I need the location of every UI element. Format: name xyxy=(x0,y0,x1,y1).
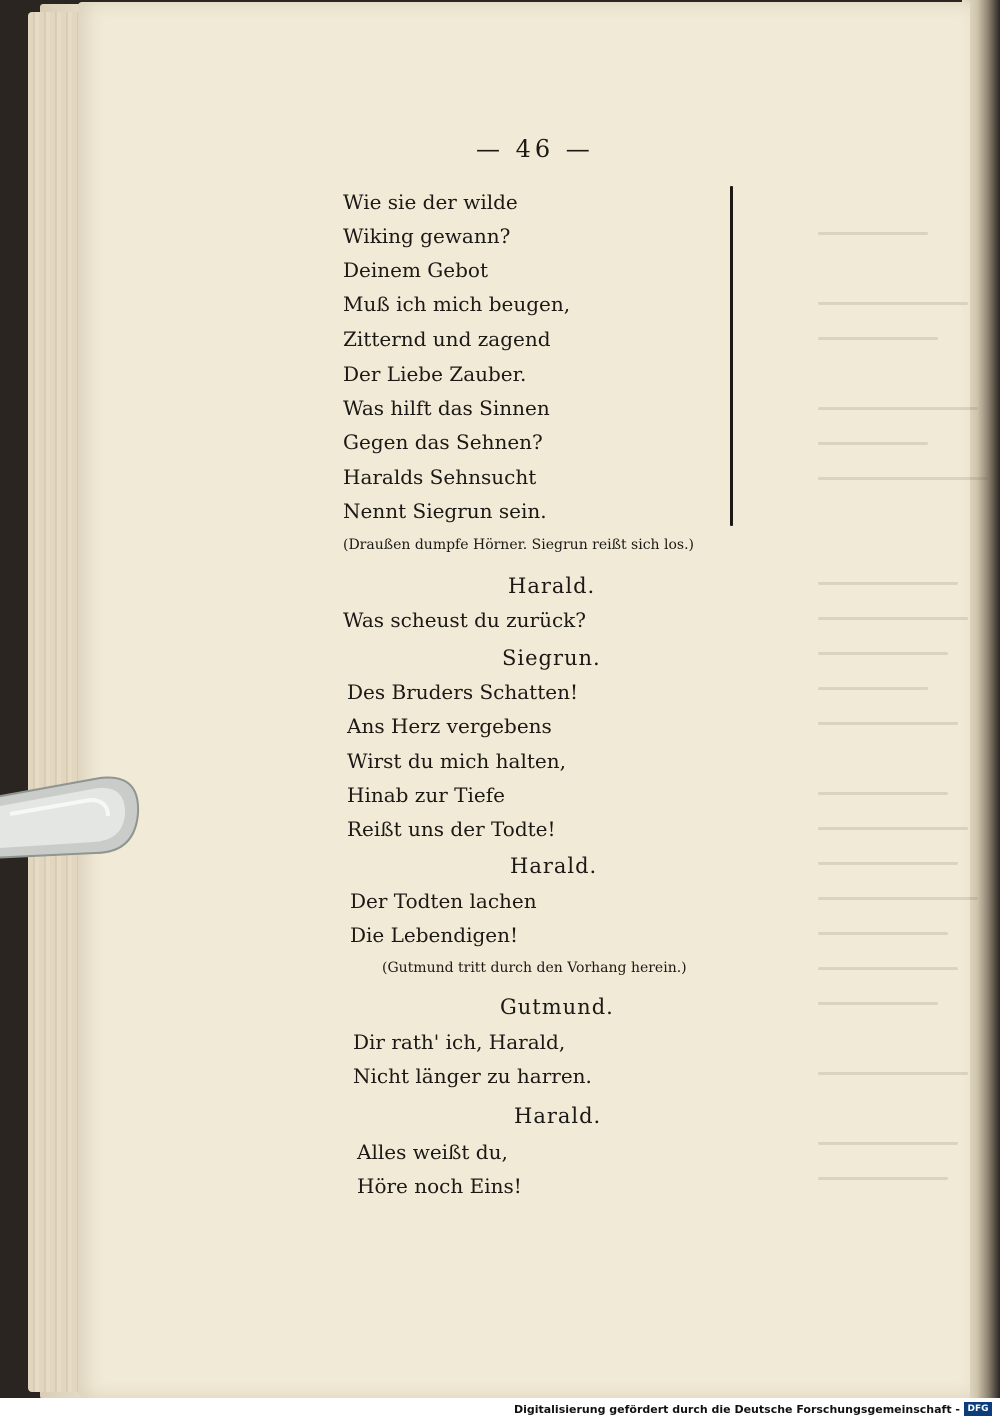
speaker-name: Harald. xyxy=(514,1104,602,1128)
verse-line: Der Liebe Zauber. xyxy=(343,362,527,386)
verse-line: Was hilft das Sinnen xyxy=(343,396,550,420)
verse-line: Die Lebendigen! xyxy=(350,923,519,947)
verse-line: Nicht länger zu harren. xyxy=(353,1064,592,1088)
verse-line: Deinem Gebot xyxy=(343,258,488,282)
speaker-name: Harald. xyxy=(510,854,598,878)
verse-line: Nennt Siegrun sein. xyxy=(343,499,547,523)
verse-line: Der Todten lachen xyxy=(350,889,537,913)
dfg-logo: DFG xyxy=(964,1402,992,1416)
verse-line: Hinab zur Tiefe xyxy=(347,783,505,807)
verse-line: Wie sie der wilde xyxy=(343,190,518,214)
speaker-name: Gutmund. xyxy=(500,995,614,1019)
plastic-page-holder xyxy=(0,768,150,868)
verse-line: Alles weißt du, xyxy=(357,1140,508,1164)
bleed-through-text xyxy=(818,232,1000,1232)
footer-credit: Digitalisierung gefördert durch die Deutsche Forschungsgemeinschaft - xyxy=(513,1403,960,1416)
margin-bracket-line xyxy=(730,186,733,526)
verse-line: Muß ich mich beugen, xyxy=(343,292,571,316)
verse-line: Ans Herz vergebens xyxy=(347,714,552,738)
verse-line: Wirst du mich halten, xyxy=(347,749,566,773)
page-number: — 46 — xyxy=(476,135,594,163)
verse-line: Höre noch Eins! xyxy=(357,1174,522,1198)
verse-line: Was scheust du zurück? xyxy=(343,608,587,632)
verse-line: Dir rath' ich, Harald, xyxy=(353,1030,566,1054)
verse-line: Haralds Sehnsucht xyxy=(343,465,537,489)
stage-direction: (Draußen dumpfe Hörner. Siegrun reißt sich los.) xyxy=(343,537,695,553)
verse-line: Des Bruders Schatten! xyxy=(347,680,578,704)
verse-line: Gegen das Sehnen? xyxy=(343,430,543,454)
stage-direction: (Gutmund tritt durch den Vorhang herein.) xyxy=(382,960,687,976)
speaker-name: Harald. xyxy=(508,574,596,598)
verse-line: Wiking gewann? xyxy=(343,224,511,248)
verse-line: Zitternd und zagend xyxy=(343,327,551,351)
verse-line: Reißt uns der Todte! xyxy=(347,817,556,841)
speaker-name: Siegrun. xyxy=(502,646,601,670)
